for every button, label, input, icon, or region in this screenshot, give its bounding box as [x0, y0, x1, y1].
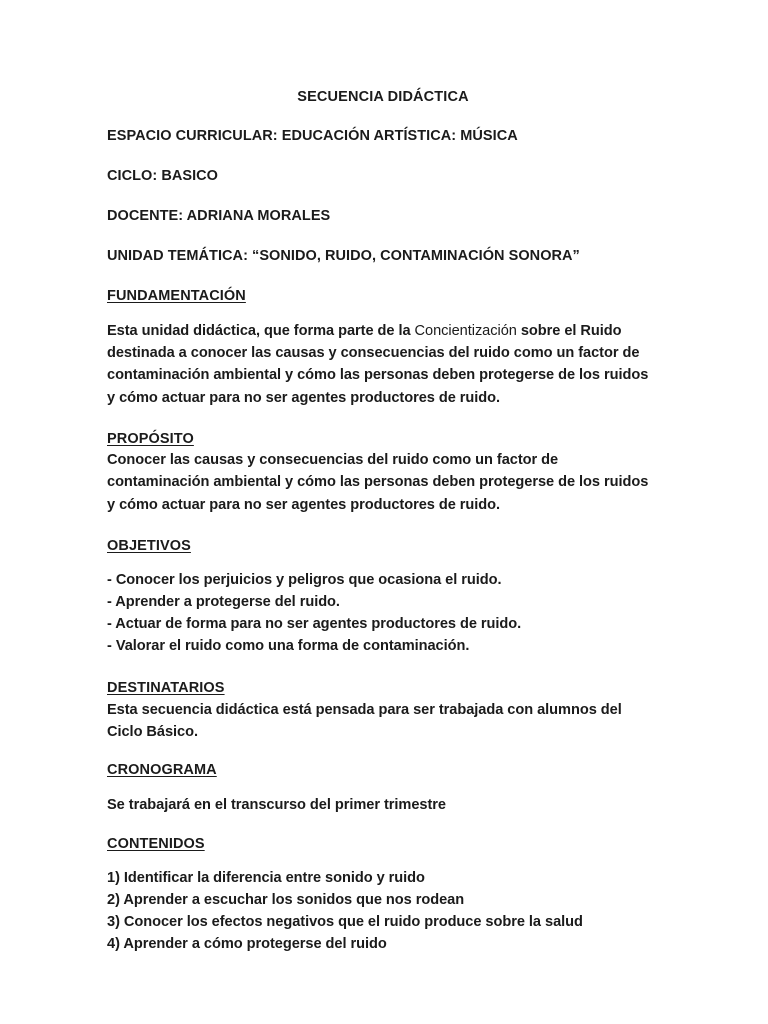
objetivo-item-2: - Aprender a protegerse del ruido.: [107, 594, 340, 611]
heading-destinatarios-text: DESTINATARIOS: [107, 679, 225, 696]
paragraph-fundamentacion: [107, 320, 659, 409]
heading-fundamentacion-text: FUNDAMENTACIÓN: [107, 287, 246, 304]
paragraph-proposito: Conocer las causas y consecuencias del ruido como un factor de contaminación ambiental y cómo las personas deben protegerse de los ruidos y cómo actuar para no ser agentes productores de ruido.: [107, 452, 649, 513]
heading-cronograma-text: CRONOGRAMA: [107, 761, 217, 778]
contenido-item-2: 2) Aprender a escuchar los sonidos que nos rodean: [107, 892, 465, 909]
meta-docente: DOCENTE: ADRIANA MORALES: [107, 207, 331, 224]
contenido-item-1: 1) Identificar la diferencia entre sonido y ruido: [107, 870, 425, 887]
heading-objetivos-text: OBJETIVOS: [107, 537, 191, 554]
contenido-item-3: 3) Conocer los efectos negativos que el ruido produce sobre la salud: [107, 913, 583, 930]
fundamentacion-text-after: sobre el Ruido destinada a conocer las causas y consecuencias del ruido como un factor de contaminación ambiental y cómo las personas deben protegerse de los ruidos y cómo actuar para no ser agentes productores de ruido.: [107, 323, 649, 406]
paragraph-destinatarios: Esta secuencia didáctica está pensada para ser trabajada con alumnos del Ciclo Básico.: [107, 701, 622, 740]
heading-contenidos-text: CONTENIDOS: [107, 835, 205, 852]
heading-objetivos: [107, 537, 659, 557]
document-body: [107, 88, 659, 956]
heading-cronograma: [107, 761, 659, 781]
heading-proposito-text: PROPÓSITO: [107, 430, 194, 447]
meta-ciclo: CICLO: BASICO: [107, 167, 219, 184]
fundamentacion-text-emphasis: Concientización: [414, 323, 517, 340]
heading-destinatarios: [107, 679, 659, 699]
objetivo-item-4: - Valorar el ruido como una forma de contaminación.: [107, 638, 470, 655]
page-title-text: SECUENCIA DIDÁCTICA: [297, 89, 469, 105]
fundamentacion-text-before: Esta unidad didáctica, que forma parte de la: [107, 323, 415, 340]
objetivo-item-1: - Conocer los perjuicios y peligros que ocasiona el ruido.: [107, 572, 502, 589]
heading-fundamentacion: [107, 287, 659, 307]
paragraph-cronograma: Se trabajará en el transcurso del primer trimestre: [107, 797, 446, 814]
objetivo-item-3: - Actuar de forma para no ser agentes productores de ruido.: [107, 616, 522, 633]
heading-contenidos: [107, 835, 659, 855]
heading-proposito: [107, 430, 659, 450]
meta-espacio-curricular: ESPACIO CURRICULAR: EDUCACIÓN ARTÍSTICA: MÚSICA: [107, 128, 518, 145]
meta-unidad-tematica: UNIDAD TEMÁTICA: “SONIDO, RUIDO, CONTAMINACIÓN SONORA”: [107, 247, 580, 264]
contenido-item-4: 4) Aprender a cómo protegerse del ruido: [107, 935, 387, 952]
page-title: [107, 88, 659, 106]
